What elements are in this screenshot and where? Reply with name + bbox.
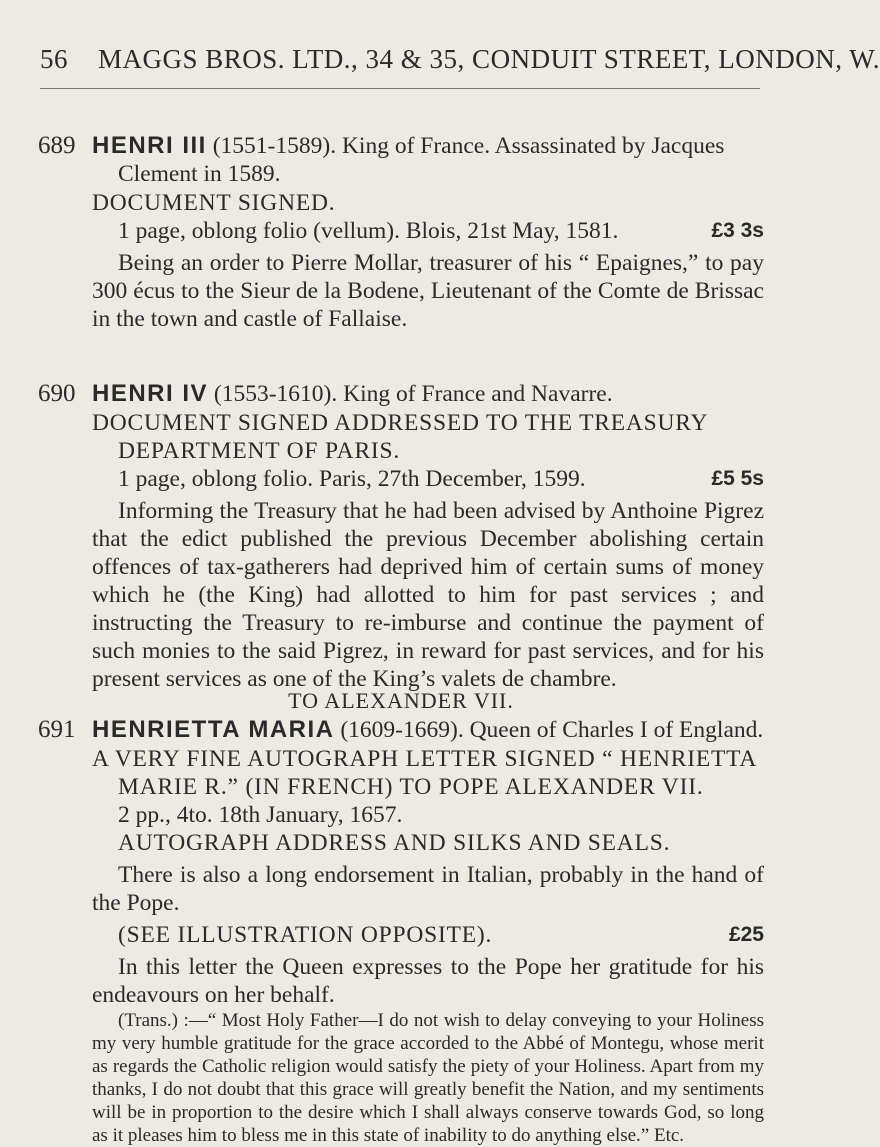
entry-title bbox=[92, 380, 764, 408]
format-row bbox=[92, 217, 764, 245]
illustration-row bbox=[92, 921, 764, 949]
document-type: DOCUMENT SIGNED. bbox=[92, 190, 336, 216]
format-line: 1 page, oblong folio (vellum). Blois, 21st May, 1581. bbox=[118, 218, 619, 244]
document-type-secondary: AUTOGRAPH ADDRESS AND SILKS AND SEALS. bbox=[118, 830, 671, 856]
lot-number: 690 bbox=[38, 380, 76, 407]
entry-title-rest: (1553-1610). King of France and Navarre. bbox=[213, 381, 613, 407]
entry-description: Informing the Treasury that he had been advised by Anthoine Pigrez that the edict published the previous December abolishing certain offences of tax-gatherers had deprived him of certain sums of money which he (the King) had allotted to him for past services ; and instructing the Treasury to re-imburse and continue the payment of such monies to the said Pigrez, in reward for past services, and for his present services as one of the King’s valets de chambre. bbox=[92, 498, 764, 692]
entry-title-rest: (1609-1669). Queen of Charles I of England. bbox=[340, 717, 764, 743]
entry-title bbox=[92, 132, 764, 188]
format-line: 2 pp., 4to. 18th January, 1657. bbox=[118, 802, 403, 828]
entry-name: HENRI IV bbox=[92, 380, 209, 407]
entry-description: In this letter the Queen expresses to the Pope her gratitude for his endeavours on her behalf. bbox=[92, 954, 764, 1008]
lot-number: 689 bbox=[38, 132, 76, 159]
entry-name: HENRI III bbox=[92, 132, 207, 159]
entry-name: HENRIETTA MARIA bbox=[92, 716, 335, 743]
catalogue-entry-691 bbox=[38, 688, 764, 1147]
format-row bbox=[92, 465, 764, 493]
translation: (Trans.) :—“ Most Holy Father—I do not wish to delay conveying to your Holiness my very humble gratitude for the grace accorded to the Abbé of Montegu, whose merit as regards the Catholic religion would satisfy the piety of your Holiness. Apart from my thanks, I do not doubt that this grace will greatly benefit the Nation, and my sentiments will be in proportion to the desire which I shall always conserve towards God, so long as it pleases him to bless me in this state of inability to do anything else.” Etc. bbox=[92, 1010, 764, 1146]
document-type: A VERY FINE AUTOGRAPH LETTER SIGNED “ HENRIETTA MARIE R.” (IN FRENCH) TO POPE ALEXANDER VII. bbox=[92, 746, 756, 800]
catalogue-entry-689 bbox=[38, 132, 764, 333]
page-number: 56 bbox=[40, 44, 68, 74]
entry-title-rest: (1551-1589). King of France. Assassinated by Jacques Clement in 1589. bbox=[118, 133, 725, 187]
format-line: 1 page, oblong folio. Paris, 27th December, 1599. bbox=[118, 466, 586, 492]
endorsement-note: There is also a long endorsement in Italian, probably in the hand of the Pope. bbox=[92, 862, 764, 916]
price: £25 bbox=[728, 923, 764, 946]
price: £3 3s bbox=[711, 219, 764, 242]
price: £5 5s bbox=[711, 467, 764, 490]
illustration-note: (SEE ILLUSTRATION OPPOSITE). bbox=[118, 922, 493, 948]
header-rule bbox=[40, 88, 760, 89]
entry-title bbox=[92, 716, 764, 744]
section-heading: TO ALEXANDER VII. bbox=[288, 688, 514, 713]
running-header bbox=[40, 44, 880, 75]
lot-number: 691 bbox=[38, 716, 76, 743]
publisher-line: MAGGS BROS. LTD., 34 & 35, CONDUIT STREET, LONDON, W. bbox=[98, 44, 880, 74]
catalogue-entry-690 bbox=[38, 380, 764, 693]
document-type: DOCUMENT SIGNED ADDRESSED TO THE TREASURY DEPARTMENT OF PARIS. bbox=[92, 410, 708, 464]
entry-description: Being an order to Pierre Mollar, treasurer of his “ Epaignes,” to pay 300 écus to the Sieur de la Bodene, Lieutenant of the Comte de Brissac in the town and castle of Fallaise. bbox=[92, 250, 764, 332]
